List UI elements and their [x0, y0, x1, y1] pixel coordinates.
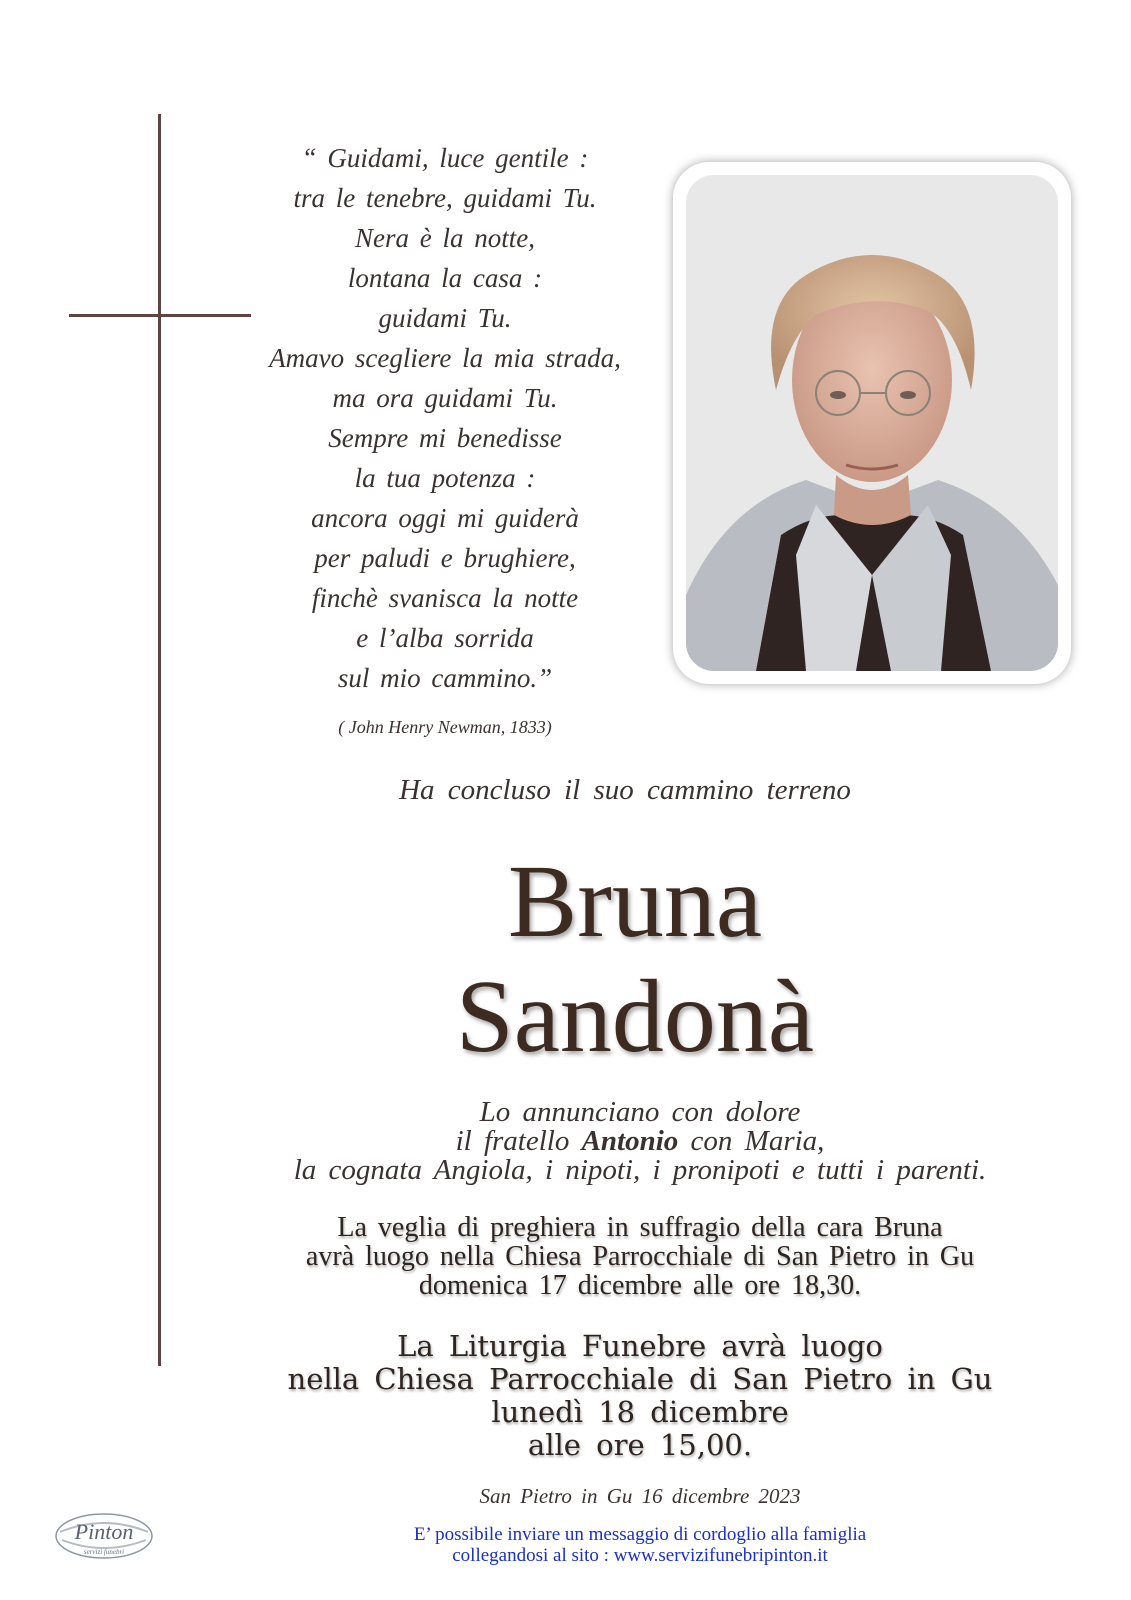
poem-line: ma ora guidami Tu. [332, 383, 558, 413]
poem-line: lontana la casa : [347, 263, 543, 293]
announce-line-2 [220, 1127, 1060, 1156]
pinton-logo-icon [52, 1506, 156, 1568]
footer-line-1: E’ possibile inviare un messaggio di cordoglio alla famiglia [413, 1524, 867, 1545]
poem-line: Sempre mi benedisse [328, 423, 562, 453]
liturgy-line-3: lunedì 18 dicembre [491, 1395, 789, 1429]
footer-note [300, 1524, 980, 1566]
poem-line: finchè svanisca la notte [311, 583, 579, 613]
announce-line-1: Lo annunciano con dolore [479, 1096, 801, 1128]
portrait-illustration [686, 175, 1058, 671]
cross-vertical-bar [158, 114, 161, 1366]
portrait-photo [686, 175, 1058, 671]
portrait-frame [673, 162, 1071, 684]
announce-line-2-post: con Maria, [678, 1125, 825, 1157]
poem-line: guidami Tu. [378, 303, 512, 333]
poem-line: ancora oggi mi guiderà [311, 503, 579, 533]
svg-text:servizi funebri: servizi funebri [83, 1548, 125, 1556]
vigil-notice [220, 1213, 1060, 1300]
poem-line: la tua potenza : [354, 463, 536, 493]
logo-graphic [52, 1506, 156, 1568]
intro-text: Ha concluso il suo cammino terreno [399, 774, 851, 806]
poem-line: per paludi e brughiere, [314, 543, 576, 573]
poem-line: e l’alba sorrida [356, 623, 534, 653]
vigil-line-2: avrà luogo nella Chiesa Parrocchiale di San Pietro in Gu [305, 1241, 975, 1272]
brother-name: Antonio [581, 1125, 679, 1157]
announce-line-3: la cognata Angiola, i nipoti, i pronipoti e tutti i parenti. [293, 1154, 987, 1186]
liturgy-line-2: nella Chiesa Parrocchiale di San Pietro in Gu [287, 1362, 993, 1396]
poem-line: Nera è la notte, [355, 223, 535, 253]
vigil-line-1: La veglia di preghiera in suffragio della cara Bruna [337, 1212, 943, 1243]
footer-line-2[interactable]: collegandosi al sito : www.servizifunebripinton.it [452, 1545, 828, 1566]
announcement [220, 1098, 1060, 1185]
poem-line: tra le tenebre, guidami Tu. [293, 183, 597, 213]
poem-line: Amavo scegliere la mia strada, [269, 343, 621, 373]
poem-source: ( John Henry Newman, 1833) [338, 717, 552, 737]
svg-text:Pinton: Pinton [74, 1519, 134, 1544]
announce-line-2-pre: il fratello [455, 1125, 582, 1157]
poem [200, 138, 690, 698]
liturgy-line-4: alle ore 15,00. [527, 1428, 753, 1462]
liturgy-line-1: La Liturgia Funebre avrà luogo [397, 1329, 883, 1363]
liturgy-notice [220, 1330, 1060, 1462]
poem-line: sul mio cammino.” [337, 663, 553, 693]
deceased-first-name: Bruna [507, 844, 763, 959]
poem-line: “ Guidami, luce gentile : [301, 143, 589, 173]
vigil-line-3: domenica 17 dicembre alle ore 18,30. [418, 1270, 862, 1301]
deceased-last-name: Sandonà [455, 959, 815, 1074]
date-place: San Pietro in Gu 16 dicembre 2023 [479, 1484, 801, 1508]
